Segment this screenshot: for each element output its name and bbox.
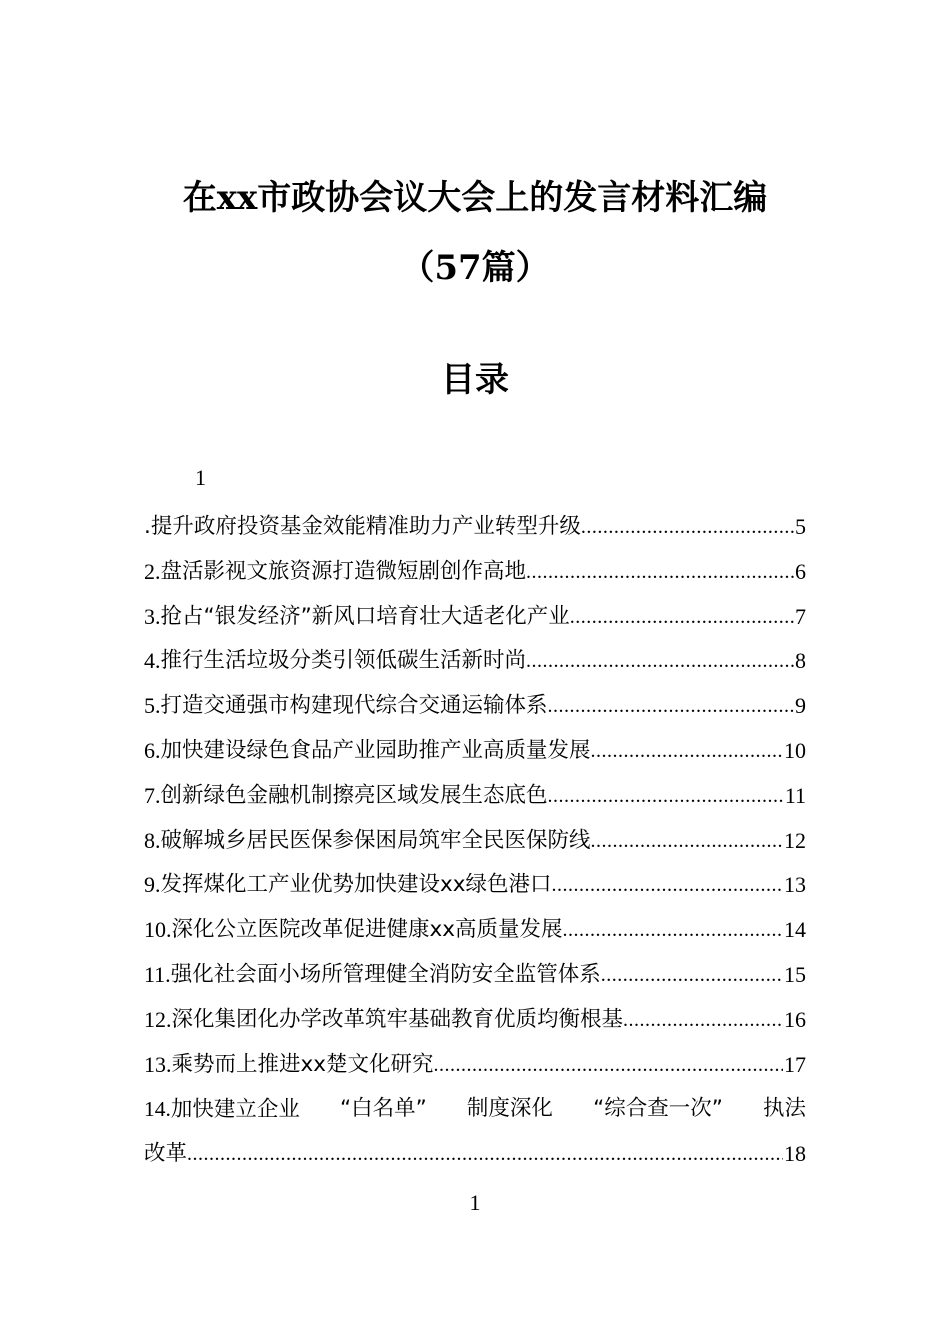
toc-leader-dots — [591, 729, 783, 774]
toc-entry[interactable] — [144, 595, 806, 640]
toc-entry-number: 10. — [144, 917, 172, 943]
toc-entry[interactable] — [144, 1043, 806, 1088]
toc-leader-dots — [591, 819, 783, 864]
toc-leader-dots — [548, 684, 794, 729]
toc-entry-page: 11 — [784, 782, 806, 808]
toc-leader-dots — [526, 550, 794, 595]
toc-entry-line-1 — [144, 1087, 806, 1132]
toc-entry[interactable] — [144, 998, 806, 1043]
toc-leader-dots — [548, 774, 784, 819]
toc-entry[interactable] — [144, 505, 806, 550]
toc-entry-page: 18 — [784, 1141, 806, 1167]
toc-entry-number: 14. — [144, 1097, 171, 1122]
toc-entry-page: 17 — [784, 1051, 806, 1077]
toc-entry-title: 深化公立医院改革促进健康xx高质量发展 — [171, 917, 563, 943]
toc-entry-number: 11. — [144, 961, 171, 987]
toc-entry-page: 5 — [795, 514, 806, 539]
toc-entry-page: 9 — [795, 693, 806, 719]
toc-entry-title: 改革 — [144, 1141, 188, 1167]
toc-entry-number: 12. — [144, 1006, 172, 1032]
toc-entry-number: 3. — [144, 603, 161, 629]
toc-entry-number: 4. — [144, 648, 161, 674]
toc-entry[interactable] — [144, 908, 806, 953]
toc-entry-title: 深化集团化办学改革筑牢基础教育优质均衡根基 — [171, 1006, 624, 1032]
toc-entry-page: 15 — [784, 961, 806, 987]
toc-entry-page: 14 — [784, 917, 806, 943]
toc-entry-number: 13. — [144, 1051, 172, 1077]
toc-entry-number: 5. — [144, 693, 161, 719]
document-subtitle: （57篇） — [400, 248, 550, 288]
toc-entry-title-part: 制度深化 — [466, 1096, 553, 1122]
toc-entry-line-2 — [144, 1132, 806, 1177]
toc-entry-title-part: 加快建立企业 — [170, 1097, 300, 1123]
toc-entry-title: 盘活影视文旅资源打造微短剧创作高地 — [160, 558, 527, 584]
toc-entry[interactable] — [144, 774, 806, 819]
toc-entry-title: .提升政府投资基金效能精准助力产业转型升级 — [144, 514, 581, 539]
toc-entry-number: 2. — [144, 558, 161, 584]
toc-entry-page: 13 — [784, 872, 806, 898]
toc-entry-number: 7. — [144, 782, 161, 808]
toc-entry-title-part: “白名单” — [340, 1096, 427, 1122]
toc-entry[interactable] — [144, 863, 806, 908]
toc-entry-number: 6. — [144, 737, 161, 763]
page-number: 1 — [469, 1190, 481, 1215]
toc-entry-title: 发挥煤化工产业优势加快建设xx绿色港口 — [160, 872, 552, 898]
toc-entry-page: 7 — [795, 603, 806, 629]
table-of-contents — [144, 505, 806, 1177]
document-title: 在xx市政协会议大会上的发言材料汇编 — [182, 178, 768, 218]
toc-entry-title: 推行生活垃圾分类引领低碳生活新时尚 — [160, 648, 527, 674]
toc-entry-title: 创新绿色金融机制擦亮区域发展生态底色 — [160, 782, 548, 808]
toc-entry[interactable] — [144, 684, 806, 729]
toc-entry-page: 12 — [784, 827, 806, 853]
toc-entry[interactable] — [144, 1087, 806, 1177]
toc-leader-dots — [570, 595, 794, 640]
toc-entry[interactable] — [144, 639, 806, 684]
toc-leader-dots — [581, 505, 794, 550]
toc-entry-page: 10 — [784, 737, 806, 763]
toc-leader-dots — [433, 1043, 783, 1088]
toc-first-number: 1 — [195, 465, 206, 490]
toc-entry[interactable] — [144, 819, 806, 864]
toc-entry[interactable] — [144, 729, 806, 774]
toc-entry-number: 8. — [144, 827, 161, 853]
toc-leader-dots — [623, 998, 783, 1043]
toc-entry-title-part: “综合查一次” — [593, 1096, 723, 1122]
toc-leader-dots — [562, 908, 783, 953]
toc-leader-dots — [187, 1132, 783, 1177]
toc-entry-title: 破解城乡居民医保参保困局筑牢全民医保防线 — [160, 827, 591, 853]
toc-entry[interactable] — [144, 550, 806, 595]
toc-entry-title-part — [144, 1087, 300, 1132]
toc-leader-dots — [601, 953, 783, 998]
toc-entry[interactable] — [144, 953, 806, 998]
toc-entry-title: 乘势而上推进xx楚文化研究 — [171, 1051, 434, 1077]
toc-entry-title: 抢占“银发经济”新风口培育壮大适老化产业 — [160, 603, 570, 629]
toc-leader-dots — [551, 863, 783, 908]
toc-entry-title: 加快建设绿色食品产业园助推产业高质量发展 — [160, 737, 591, 763]
toc-leader-dots — [526, 639, 794, 684]
toc-entry-number: 9. — [144, 872, 161, 898]
toc-entry-title: 强化社会面小场所管理健全消防安全监管体系 — [170, 961, 601, 987]
toc-entry-page: 6 — [795, 558, 806, 584]
toc-entry-page: 8 — [795, 648, 806, 674]
toc-entry-page: 16 — [784, 1006, 806, 1032]
toc-entry-title-part: 执法 — [762, 1096, 806, 1122]
toc-heading: 目录 — [441, 360, 509, 400]
toc-entry-title: 打造交通强市构建现代综合交通运输体系 — [160, 693, 548, 719]
